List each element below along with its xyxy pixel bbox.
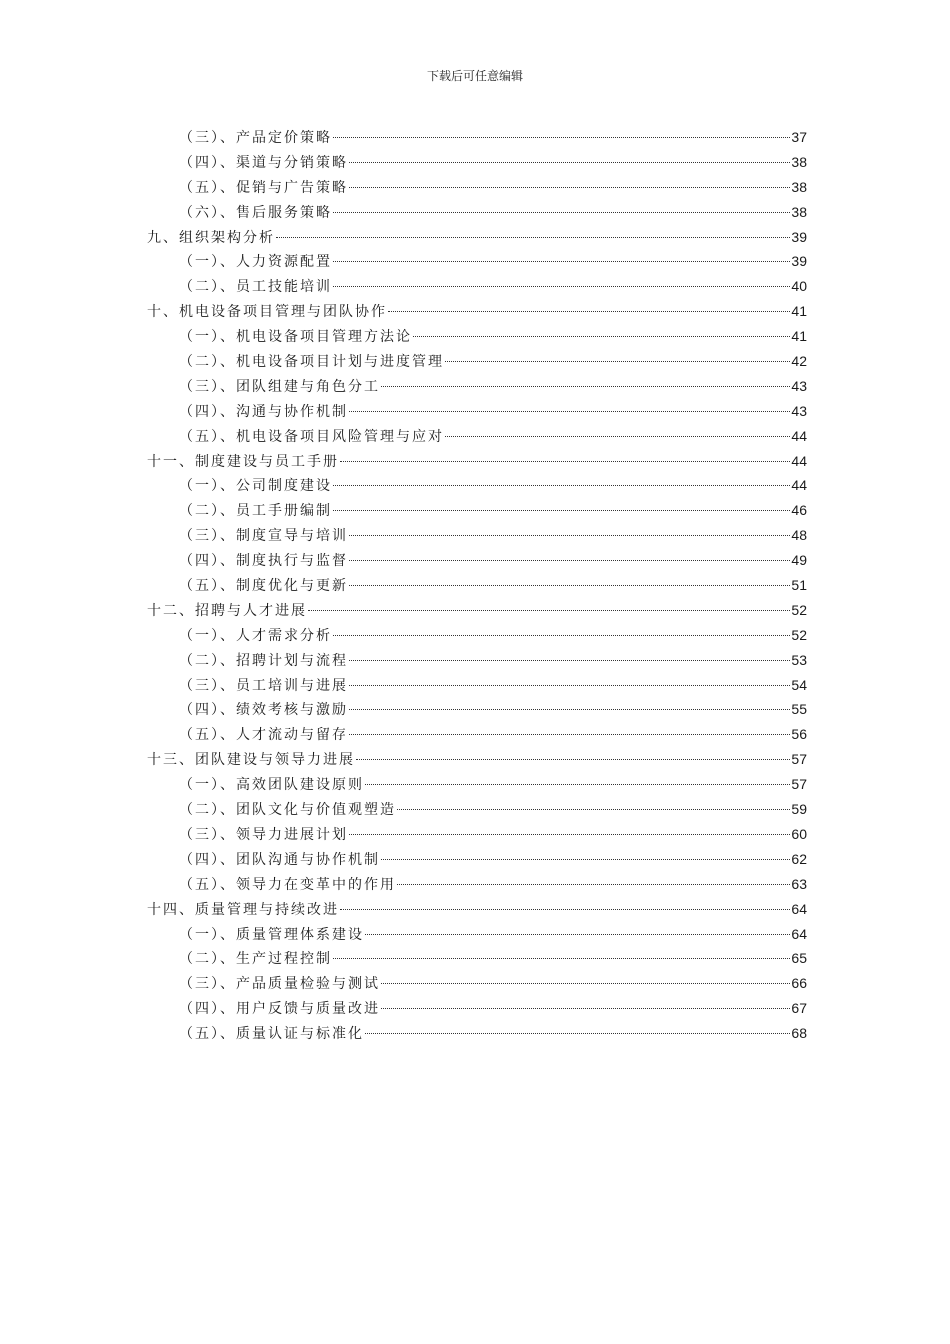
toc-entry-page-number: 46 bbox=[791, 502, 807, 519]
dot-leader bbox=[349, 734, 790, 735]
toc-section-entry[interactable] bbox=[147, 673, 807, 698]
dot-leader bbox=[349, 834, 790, 835]
toc-entry-page-number: 62 bbox=[791, 850, 807, 867]
toc-entry-title: （五）、制度优化与更新 bbox=[179, 578, 348, 595]
toc-entry-title: （五）、质量认证与标准化 bbox=[179, 1026, 364, 1043]
toc-section-entry[interactable] bbox=[147, 1021, 807, 1046]
toc-entry-title: （一）、公司制度建设 bbox=[179, 478, 332, 495]
dot-leader bbox=[365, 934, 790, 935]
toc-entry-page-number: 65 bbox=[791, 950, 807, 967]
toc-entry-title: （六）、售后服务策略 bbox=[179, 204, 332, 221]
toc-entry-page-number: 44 bbox=[791, 477, 807, 494]
dot-leader bbox=[365, 784, 790, 785]
toc-entry-title: （三）、团队组建与角色分工 bbox=[179, 378, 380, 395]
toc-entry-title: （五）、促销与广告策略 bbox=[179, 179, 348, 196]
toc-entry-title: （四）、绩效考核与激励 bbox=[179, 702, 348, 719]
toc-section-entry[interactable] bbox=[147, 722, 807, 747]
toc-entry-page-number: 42 bbox=[791, 353, 807, 370]
dot-leader bbox=[397, 809, 790, 810]
toc-section-entry[interactable] bbox=[147, 424, 807, 449]
toc-entry-page-number: 67 bbox=[791, 1000, 807, 1017]
toc-entry-page-number: 63 bbox=[791, 875, 807, 892]
toc-entry-page-number: 54 bbox=[791, 676, 807, 693]
toc-entry-title: （二）、团队文化与价值观塑造 bbox=[179, 802, 396, 819]
dot-leader bbox=[365, 1033, 790, 1034]
toc-entry-title: （五）、机电设备项目风险管理与应对 bbox=[179, 428, 444, 445]
toc-entry-title: （二）、机电设备项目计划与进度管理 bbox=[179, 354, 444, 371]
toc-chapter-entry[interactable] bbox=[147, 897, 807, 922]
dot-leader bbox=[349, 535, 790, 536]
dot-leader bbox=[445, 436, 790, 437]
dot-leader bbox=[333, 958, 790, 959]
dot-leader bbox=[356, 759, 790, 760]
toc-entry-page-number: 57 bbox=[791, 776, 807, 793]
toc-chapter-entry[interactable] bbox=[147, 598, 807, 623]
toc-entry-page-number: 48 bbox=[791, 527, 807, 544]
dot-leader bbox=[381, 983, 790, 984]
dot-leader bbox=[308, 610, 790, 611]
toc-section-entry[interactable] bbox=[147, 872, 807, 897]
toc-entry-title: 九、组织架构分析 bbox=[147, 229, 275, 246]
toc-chapter-entry[interactable] bbox=[147, 449, 807, 474]
dot-leader bbox=[349, 560, 790, 561]
toc-entry-title: （四）、渠道与分销策略 bbox=[179, 154, 348, 171]
toc-entry-title: （三）、产品质量检验与测试 bbox=[179, 976, 380, 993]
dot-leader bbox=[349, 685, 790, 686]
toc-entry-page-number: 49 bbox=[791, 552, 807, 569]
dot-leader bbox=[340, 461, 790, 462]
dot-leader bbox=[388, 311, 790, 312]
toc-section-entry[interactable] bbox=[147, 324, 807, 349]
toc-section-entry[interactable] bbox=[147, 648, 807, 673]
toc-entry-page-number: 55 bbox=[791, 701, 807, 718]
toc-section-entry[interactable] bbox=[147, 274, 807, 299]
toc-entry-title: （一）、人才需求分析 bbox=[179, 627, 332, 644]
toc-entry-title: （三）、制度宣导与培训 bbox=[179, 528, 348, 545]
toc-entry-title: （五）、领导力在变革中的作用 bbox=[179, 876, 396, 893]
toc-entry-page-number: 66 bbox=[791, 975, 807, 992]
page-header: 下载后可任意编辑 bbox=[426, 69, 523, 83]
dot-leader bbox=[381, 859, 790, 860]
toc-entry-page-number: 64 bbox=[791, 900, 807, 917]
toc-section-entry[interactable] bbox=[147, 623, 807, 648]
toc-entry-page-number: 44 bbox=[791, 452, 807, 469]
toc-entry-page-number: 64 bbox=[791, 925, 807, 942]
toc-entry-page-number: 39 bbox=[791, 228, 807, 245]
toc-entry-page-number: 53 bbox=[791, 651, 807, 668]
toc-entry-page-number: 52 bbox=[791, 626, 807, 643]
toc-section-entry[interactable] bbox=[147, 971, 807, 996]
dot-leader bbox=[333, 635, 790, 636]
toc-entry-page-number: 44 bbox=[791, 427, 807, 444]
toc-entry-page-number: 43 bbox=[791, 377, 807, 394]
toc-entry-title: （四）、团队沟通与协作机制 bbox=[179, 851, 380, 868]
toc-section-entry[interactable] bbox=[147, 946, 807, 971]
toc-section-entry[interactable] bbox=[147, 797, 807, 822]
toc-section-entry[interactable] bbox=[147, 399, 807, 424]
toc-entry-title: （一）、高效团队建设原则 bbox=[179, 777, 364, 794]
toc-entry-title: （一）、质量管理体系建设 bbox=[179, 926, 364, 943]
toc-entry-page-number: 59 bbox=[791, 801, 807, 818]
toc-section-entry[interactable] bbox=[147, 822, 807, 847]
toc-entry-title: （二）、员工技能培训 bbox=[179, 279, 332, 296]
toc-entry-title: （二）、员工手册编制 bbox=[179, 503, 332, 520]
dot-leader bbox=[413, 336, 790, 337]
toc-section-entry[interactable] bbox=[147, 523, 807, 548]
toc-entry-page-number: 38 bbox=[791, 178, 807, 195]
dot-leader bbox=[349, 187, 790, 188]
dot-leader bbox=[333, 286, 790, 287]
toc-section-entry[interactable] bbox=[147, 473, 807, 498]
toc-entry-page-number: 39 bbox=[791, 253, 807, 270]
toc-entry-page-number: 38 bbox=[791, 153, 807, 170]
toc-entry-page-number: 56 bbox=[791, 726, 807, 743]
toc-section-entry[interactable] bbox=[147, 200, 807, 225]
toc-entry-title: 十一、制度建设与员工手册 bbox=[147, 453, 339, 470]
toc-entry-title: （五）、人才流动与留存 bbox=[179, 727, 348, 744]
toc-section-entry[interactable] bbox=[147, 125, 807, 150]
toc-entry-title: （四）、用户反馈与质量改进 bbox=[179, 1001, 380, 1018]
toc-section-entry[interactable] bbox=[147, 150, 807, 175]
toc-section-entry[interactable] bbox=[147, 772, 807, 797]
toc-entry-title: 十、机电设备项目管理与团队协作 bbox=[147, 304, 387, 321]
dot-leader bbox=[381, 1008, 790, 1009]
dot-leader bbox=[333, 212, 790, 213]
dot-leader bbox=[397, 884, 790, 885]
toc-entry-page-number: 51 bbox=[791, 577, 807, 594]
toc-section-entry[interactable] bbox=[147, 697, 807, 722]
toc-entry-page-number: 38 bbox=[791, 203, 807, 220]
dot-leader bbox=[333, 510, 790, 511]
toc-entry-page-number: 60 bbox=[791, 825, 807, 842]
toc-entry-title: （四）、沟通与协作机制 bbox=[179, 403, 348, 420]
toc-entry-title: 十三、团队建设与领导力进展 bbox=[147, 752, 355, 769]
toc-section-entry[interactable] bbox=[147, 349, 807, 374]
toc-entry-title: （二）、招聘计划与流程 bbox=[179, 652, 348, 669]
dot-leader bbox=[349, 162, 790, 163]
toc-entry-page-number: 41 bbox=[791, 303, 807, 320]
dot-leader bbox=[333, 261, 790, 262]
toc-entry-page-number: 40 bbox=[791, 278, 807, 295]
dot-leader bbox=[333, 137, 790, 138]
toc-chapter-entry[interactable] bbox=[147, 299, 807, 324]
toc-section-entry[interactable] bbox=[147, 573, 807, 598]
toc-entry-page-number: 37 bbox=[791, 129, 807, 145]
toc-entry-page-number: 57 bbox=[791, 751, 807, 768]
toc-chapter-entry[interactable] bbox=[147, 225, 807, 250]
dot-leader bbox=[349, 585, 790, 586]
toc-entry-page-number: 68 bbox=[791, 1025, 807, 1042]
toc-section-entry[interactable] bbox=[147, 847, 807, 872]
dot-leader bbox=[349, 411, 790, 412]
dot-leader bbox=[381, 386, 790, 387]
toc-section-entry[interactable] bbox=[147, 922, 807, 947]
toc-entry-title: （三）、产品定价策略 bbox=[179, 130, 332, 146]
toc-chapter-entry[interactable] bbox=[147, 747, 807, 772]
toc-section-entry[interactable] bbox=[147, 996, 807, 1021]
toc-entry-page-number: 41 bbox=[791, 328, 807, 345]
toc-section-entry[interactable] bbox=[147, 249, 807, 274]
dot-leader bbox=[276, 237, 790, 238]
toc-entry-title: 十四、质量管理与持续改进 bbox=[147, 901, 339, 918]
toc-entry-title: （一）、机电设备项目管理方法论 bbox=[179, 329, 412, 346]
toc-entry-title: （三）、员工培训与进展 bbox=[179, 677, 348, 694]
toc-section-entry[interactable] bbox=[147, 175, 807, 200]
dot-leader bbox=[349, 709, 790, 710]
dot-leader bbox=[333, 485, 790, 486]
toc-section-entry[interactable] bbox=[147, 374, 807, 399]
toc-entry-page-number: 43 bbox=[791, 402, 807, 419]
toc-entry-title: （二）、生产过程控制 bbox=[179, 951, 332, 968]
table-of-contents bbox=[147, 125, 807, 1046]
dot-leader bbox=[349, 660, 790, 661]
toc-entry-page-number: 52 bbox=[791, 601, 807, 618]
toc-section-entry[interactable] bbox=[147, 548, 807, 573]
toc-entry-title: （三）、领导力进展计划 bbox=[179, 826, 348, 843]
dot-leader bbox=[445, 361, 790, 362]
toc-entry-title: 十二、招聘与人才进展 bbox=[147, 602, 307, 619]
toc-entry-title: （一）、人力资源配置 bbox=[179, 254, 332, 271]
dot-leader bbox=[340, 909, 790, 910]
toc-entry-title: （四）、制度执行与监督 bbox=[179, 553, 348, 570]
toc-section-entry[interactable] bbox=[147, 498, 807, 523]
